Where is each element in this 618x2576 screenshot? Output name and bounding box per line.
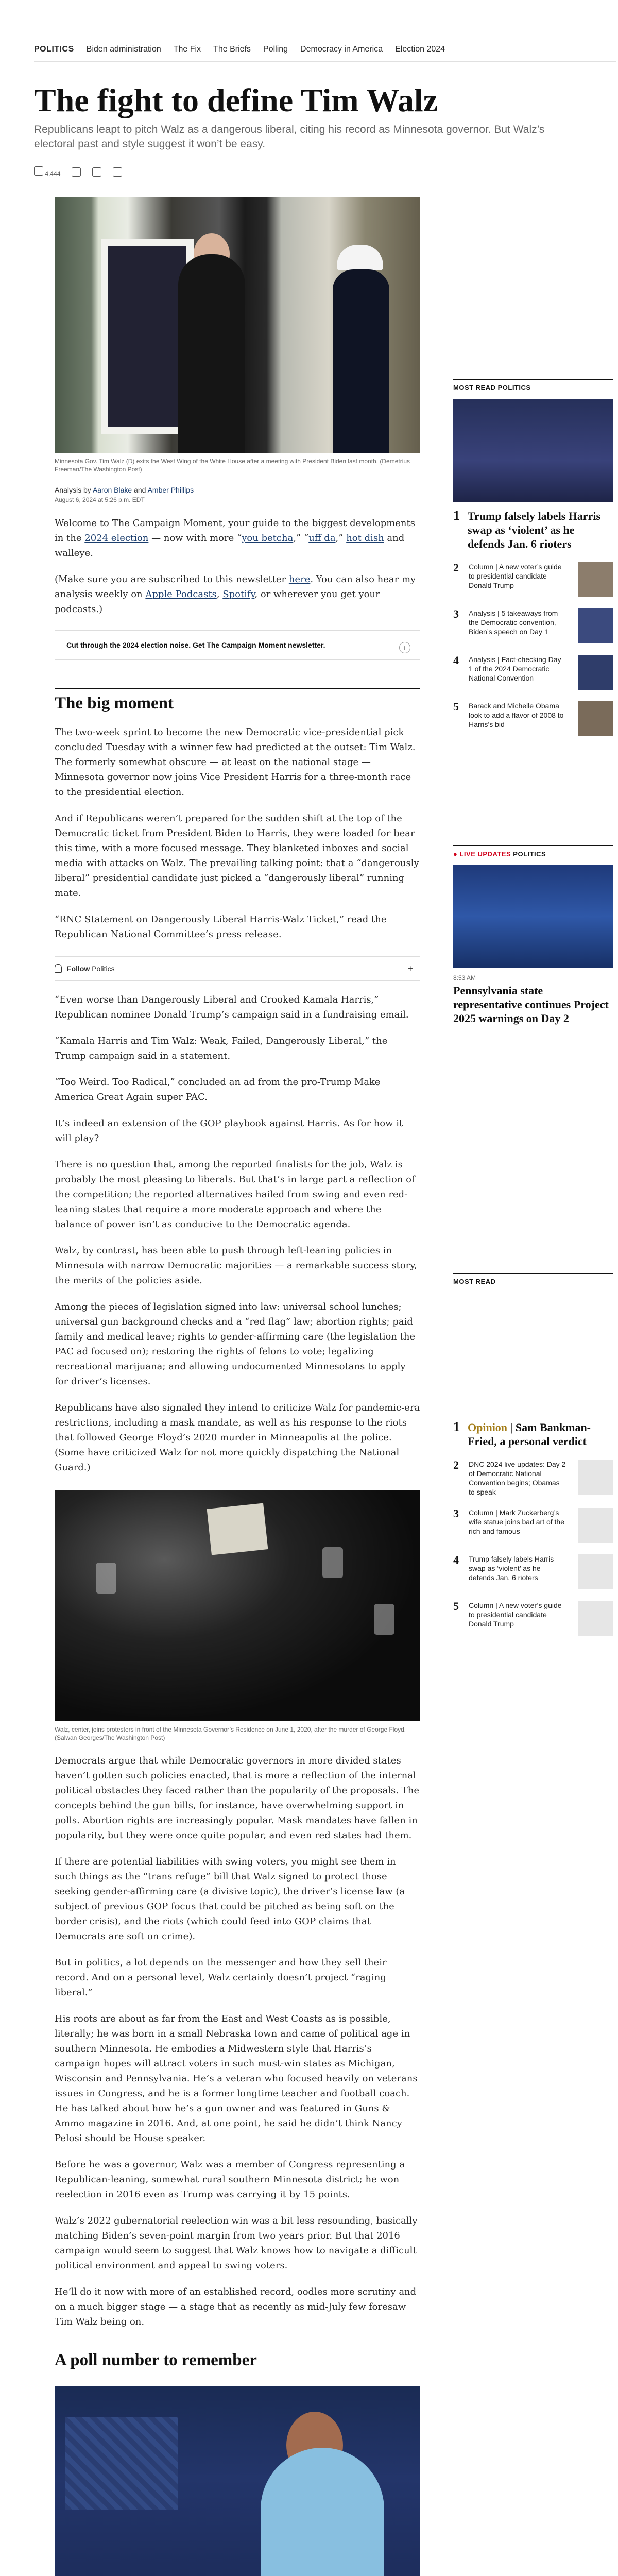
subscribe-paragraph (55, 572, 420, 617)
paragraph: Before he was a governor, Walz was a member of Congress representing a Republican-leaning, somewhat rural southern Minnesota district; he won reelection in 2016 even as Trump was carrying it by 15 points. (55, 2159, 405, 2200)
intro-text: , or wherever you get your podcasts.) (55, 589, 380, 615)
rail-thumb (578, 562, 613, 597)
bookmark-icon[interactable] (92, 167, 101, 177)
link-hot-dish[interactable]: hot dish (346, 533, 384, 544)
paragraph: He’ll do it now with more of an established record, oodles more scrutiny and on a much bigger stage — a stage that as recently as mid-July few foresaw Tim Walz being on. (55, 2286, 417, 2327)
section-heading-big-moment: The big moment (55, 688, 420, 714)
rank-number: 1 (453, 1419, 460, 1434)
protest-sign (207, 1503, 268, 1555)
paragraph: Walz’s 2022 gubernatorial reelection win was a bit less resounding, basically matching Biden’s seven-point margin from two years prior. But that 2016 campaign would seem to suggest that Walz knows how to navigate a difficult political environment and appeal to swing voters. (55, 2215, 418, 2271)
rail-item-title: Fact-checking Day 1 of the 2024 Democratic National Convention (469, 655, 561, 682)
link-newsletter-here[interactable]: here (288, 574, 311, 585)
plus-icon[interactable]: + (399, 642, 410, 653)
link-spotify[interactable]: Spotify (222, 589, 255, 600)
paragraph: “RNC Statement on Dangerously Liberal Harris-Walz Ticket,” read the Republican National Committee’s press release. (55, 914, 387, 940)
nav-link-the-fix[interactable]: The Fix (173, 45, 201, 54)
link-uff-da[interactable]: uff da (308, 533, 336, 544)
dek: Republicans leapt to pitch Walz as a dangerous liberal, citing his record as Minnesota governor. But Walz’s electoral past and style suggest it won’t be easy. (34, 124, 545, 150)
most-read-lead[interactable]: 1 Opinion | Sam Bankman-Fried, a personal verdict (453, 1419, 591, 1448)
section-nav (34, 40, 616, 59)
intro-text: and walleye. (55, 533, 405, 558)
rail-heading[interactable]: MOST READ POLITICS (453, 379, 613, 392)
nav-link-election[interactable]: Election 2024 (395, 45, 445, 54)
most-read-item[interactable] (453, 1460, 613, 1497)
intro-text: (Make sure you are subscribed to this newsletter (55, 574, 289, 585)
rail-item[interactable]: 2 Column | A new voter’s guide to presidential candidate Donald Trump (453, 562, 613, 597)
bell-icon (55, 964, 62, 973)
rail-thumb (578, 1460, 613, 1495)
byline-prefix: Analysis by (55, 486, 91, 494)
intro-text: Welcome to The Campaign Moment, your guide to the biggest developments in the (55, 518, 415, 544)
hero-caption: Minnesota Gov. Tim Walz (D) exits the West Wing of the White House after a meeting with President Biden last month. (Demetrius Freeman/The Washington Post) (55, 457, 410, 473)
live-dot-icon: ● (453, 850, 458, 858)
flag-shape (65, 2417, 178, 2510)
rail-thumb (578, 1554, 613, 1589)
rail-item[interactable]: 4 Analysis | Fact-checking Day 1 of the 2024 Democratic National Convention (453, 655, 613, 690)
headline: The fight to define Tim Walz (34, 82, 438, 118)
paragraph: “Too Weird. Too Radical,” concluded an ad from the pro-Trump Make America Great Again super PAC. (55, 1077, 381, 1103)
share-icon[interactable]: + (407, 963, 413, 974)
paragraph: His roots are about as far from the East and West Coasts as is possible, literally; he was born in a small Nebraska town and came of political age in southern Minnesota. He embodies a Midwestern style that Harris’s campaign hopes will attract voters in such must-win states as Michigan, Wisconsin and Pennsylvania. He’s a veteran who focused heavily on veterans issues in Congress, and he is a former longtime teacher and football coach. He has talked about how he’s a gun owner and was featured in Guns & Ammo magazine in 2016. And, at one point, he said he didn’t think Nancy Pelosi should be House speaker. (55, 2013, 418, 2144)
rank-number: 1 (453, 508, 460, 523)
live-image[interactable] (453, 865, 613, 968)
paragraph: “Kamala Harris and Tim Walz: Weak, Failed, Dangerously Liberal,” the Trump campaign said in a statement. (55, 1036, 388, 1061)
intro-paragraph (55, 516, 420, 561)
link-apple-podcasts[interactable]: Apple Podcasts (145, 589, 217, 600)
phone-light (322, 1547, 343, 1578)
rail-thumb (578, 1508, 613, 1543)
most-read-item-title: Trump falsely labels Harris swap as ‘violent’ as he defends Jan. 6 rioters (469, 1555, 554, 1582)
section-label[interactable]: POLITICS (34, 45, 74, 54)
harris-figure (261, 2448, 384, 2576)
comment-icon[interactable] (113, 167, 122, 177)
rail-thumb (578, 655, 613, 690)
rail-item-title: A new voter’s guide to presidential candidate Donald Trump (469, 563, 562, 589)
nav-link-polling[interactable]: Polling (263, 45, 288, 54)
rail-thumb (578, 608, 613, 643)
protest-caption: Walz, center, joins protesters in front of the Minnesota Governor’s Residence on June 1, 2020, after the murder of George Floyd. (Salwan Georges/The Washington Post) (55, 1726, 406, 1741)
live-headline[interactable]: Pennsylvania state representative continues Project 2025 warnings on Day 2 (453, 984, 609, 1025)
phone-light (96, 1563, 116, 1594)
byline-and: and (134, 486, 146, 494)
author-link-2[interactable]: Amber Phillips (147, 486, 194, 494)
phone-light (374, 1604, 394, 1635)
article-tools (34, 166, 122, 177)
most-read-item-title: Column | Mark Zuckerberg’s wife statue joins bad art of the rich and famous (469, 1509, 564, 1535)
live-updates (453, 845, 613, 1025)
hero-figure (178, 254, 245, 453)
follow-bar (55, 956, 420, 981)
gift-button[interactable] (34, 166, 60, 177)
rail-kicker: Column (469, 563, 494, 571)
nav-divider (34, 61, 616, 62)
most-read-item-title: DNC 2024 live updates: Day 2 of Democratic National Convention begins; Obamas to speak (469, 1460, 566, 1496)
opinion-kicker: Opinion (468, 1421, 508, 1434)
most-read-item[interactable] (453, 1554, 613, 1589)
rail-item[interactable]: 3 Analysis | 5 takeaways from the Democratic convention, Biden’s speech on Day 1 (453, 608, 613, 643)
share-icon[interactable] (72, 167, 81, 177)
intro-text: . You can also hear my analysis weekly on (55, 574, 416, 600)
most-read-item-title: Column | A new voter’s guide to presidential candidate Donald Trump (469, 1601, 562, 1628)
hero-marine-cap (337, 245, 383, 270)
rank-number: 5 (453, 700, 459, 713)
most-read-politics (453, 379, 613, 736)
gift-icon (34, 166, 43, 176)
rail-thumb (578, 1601, 613, 1636)
nav-link-briefs[interactable]: The Briefs (213, 45, 251, 54)
gift-count: 4,444 (45, 170, 61, 177)
paragraph: Among the pieces of legislation signed into law: universal school lunches; universal gun background checks and a “red flag” law; abortion rights; paid family and medical leave; rights to gender-affirming care (the legislation the PAC ad focused on); restoring the rights of felons to vote; legalizing recreational marijuana; and allowing undocumented Minnesotans to apply for driver’s licenses. (55, 1301, 416, 1387)
link-2024-election[interactable]: 2024 election (84, 533, 149, 544)
rank-number: 2 (453, 561, 459, 574)
most-read (453, 1273, 613, 1636)
rank-number: 5 (453, 1600, 459, 1613)
paragraph: But in politics, a lot depends on the messenger and how they sell their record. And on a personal level, Walz certainly doesn’t project “raging liberal.” (55, 1957, 387, 1998)
paragraph: It’s indeed an extension of the GOP playbook against Harris. As for how it will play? (55, 1118, 403, 1144)
rail-thumb (578, 701, 613, 736)
section-heading-poll: A poll number to remember (55, 2351, 257, 2369)
paragraph: And if Republicans weren’t prepared for the sudden shift at the top of the Democratic ticket from President Biden to Harris, they were loaded for bear this time, with a more focused message. They blanketed inboxes and social media with attacks on Walz. The prevailing talking point: that a “dangerously liberal” presidential candidate just picked a “dangerously liberal” running mate. (55, 813, 419, 899)
paragraph: Democrats argue that while Democratic governors in more divided states haven’t gotten such policies enacted, that is more a reflection of the internal political obstacles they faced rather than the popularity of the proposals. The concepts behind the gun bills, for instance, have overwhelming support in polls. Abortion rights are increasingly popular. Mask mandates have fallen in popularity, but they were once quite popular, and even red states had them. (55, 1755, 419, 1841)
rail-lead-item[interactable] (453, 509, 613, 551)
follow-button[interactable] (67, 964, 115, 973)
article-body (55, 197, 420, 2576)
paragraph: If there are potential liabilities with swing voters, you might see them in such things as the “trans refuge” bill that Walz signed to protect those seeking gender-affirming care (a divisive topic), the driver’s license law (a subject of previous GOP focus that could be pitched as being soft on the border crisis), and the riots (which could feed into GOP claims that Democrats are soft on crime). (55, 1856, 405, 1942)
newsletter-promo[interactable] (55, 630, 420, 660)
rank-number: 4 (453, 654, 459, 667)
paragraph: The two-week sprint to become the new Democratic vice-presidential pick concluded Tuesday with a winner few had predicted at the outset: Tim Walz. The formerly somewhat obscure — at least on the national stage — Minnesota governor now joins Vice President Harris for a three-month race to the presidential election. (55, 727, 416, 798)
rank-number: 2 (453, 1459, 459, 1471)
hero-marine (333, 269, 389, 453)
live-heading[interactable] (453, 845, 613, 858)
intro-text: ,” “ (293, 533, 309, 544)
nav-link-democracy[interactable]: Democracy in America (300, 45, 383, 54)
rank-number: 4 (453, 1553, 459, 1566)
byline (55, 485, 420, 495)
follow-label: Follow (67, 964, 90, 973)
link-you-betcha[interactable]: you betcha (242, 533, 294, 544)
publish-date: August 6, 2024 at 5:26 p.m. EDT (55, 496, 145, 503)
protest-image (55, 1490, 420, 1721)
hero-image (55, 197, 420, 453)
author-link-1[interactable]: Aaron Blake (92, 486, 132, 494)
paragraph: Republicans have also signaled they intend to criticize Walz for pandemic-era restrictions, including a mask mandate, as well as his response to the riots that followed George Floyd’s 2020 murder in Minneapolis at the police. (Some have criticized Walz for not more quickly dispatching the National Guard.) (55, 1402, 420, 1473)
follow-topic: Politics (92, 964, 115, 973)
live-time: 8:53 AM (453, 974, 476, 981)
harris-image (55, 2386, 420, 2576)
rail-item-title: 5 takeaways from the Democratic convention, Biden’s speech on Day 1 (469, 609, 558, 636)
paragraph: There is no question that, among the reported finalists for the job, Walz is probably the most pleasing to liberals. But that’s in large part a reflection of the competition; the reported alternatives hailed from swing and even red-leaning states that require a more moderate approach and where the balance of power isn’t as conducive to the Democratic agenda. (55, 1159, 415, 1230)
live-section: POLITICS (513, 850, 546, 858)
paragraph: “Even worse than Dangerously Liberal and Crooked Kamala Harris,” Republican nominee Donald Trump’s campaign said in a fundraising email. (55, 994, 409, 1020)
intro-text: ,” (335, 533, 347, 544)
rail-kicker: Analysis (469, 655, 496, 664)
rail-lead-title: Trump falsely labels Harris swap as ‘violent’ as he defends Jan. 6 rioters (468, 510, 601, 550)
paragraph: Walz, by contrast, has been able to push through left-leaning policies in Minnesota with narrow Democratic majorities — a remarkable success story, the merits of the policies aside. (55, 1245, 417, 1286)
most-read-item[interactable] (453, 1508, 613, 1543)
rail-kicker: Analysis (469, 609, 496, 617)
most-read-lead-title: Sam Bankman-Fried, a personal verdict (468, 1421, 591, 1448)
newsletter-promo-text: Cut through the 2024 election noise. Get The Campaign Moment newsletter. (66, 641, 325, 649)
rail-item[interactable] (453, 701, 613, 736)
intro-text: , (216, 589, 223, 600)
rail-item-title: Barack and Michelle Obama look to add a flavor of 2008 to Harris’s bid (469, 702, 564, 728)
rank-number: 3 (453, 1507, 459, 1520)
intro-text: — now with more “ (148, 533, 242, 544)
most-read-heading: MOST READ (453, 1273, 613, 1285)
rank-number: 3 (453, 607, 459, 620)
live-label: LIVE UPDATES (459, 850, 511, 858)
most-read-item[interactable] (453, 1601, 613, 1636)
rail-lead-image[interactable] (453, 399, 613, 502)
nav-link-biden[interactable]: Biden administration (86, 45, 161, 54)
